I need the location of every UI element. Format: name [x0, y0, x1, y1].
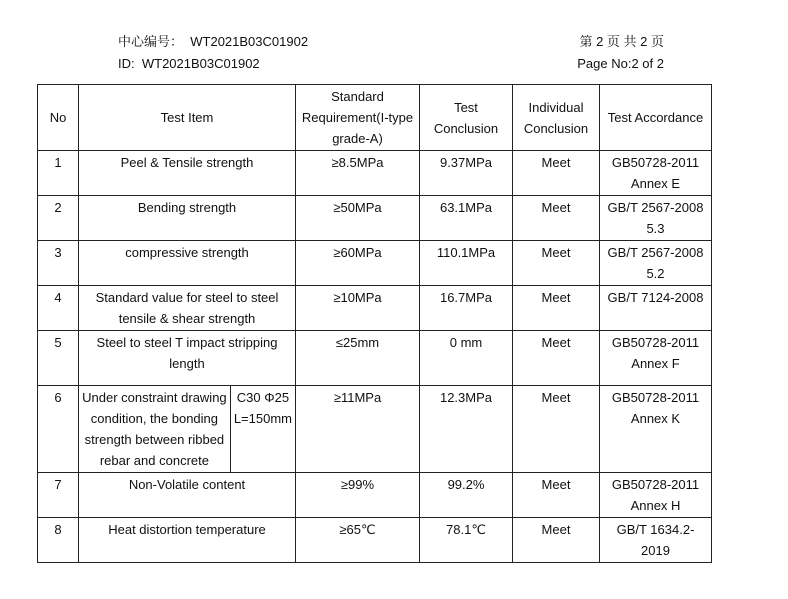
center-number-line	[118, 34, 308, 50]
page-number-en: Page No:2 of 2	[577, 56, 664, 71]
cell-test-item-split	[79, 386, 296, 473]
cell-test-item: compressive strength	[79, 241, 296, 286]
cell-test-conclusion: 16.7MPa	[420, 286, 513, 331]
cell-test-conclusion: 78.1℃	[420, 518, 513, 563]
header-standard-requirement: Standard Requirement(I-type grade-A)	[296, 85, 420, 151]
cell-test-conclusion: 110.1MPa	[420, 241, 513, 286]
id-line	[118, 56, 260, 72]
center-number-label: 中心编号：	[118, 34, 184, 49]
cell-test-conclusion: 12.3MPa	[420, 386, 513, 473]
table-header-row	[38, 85, 712, 151]
cell-individual-conclusion: Meet	[513, 286, 600, 331]
cell-requirement: ≥60MPa	[296, 241, 420, 286]
id-value: WT2021B03C01902	[141, 56, 260, 71]
table-row	[38, 473, 712, 518]
cell-test-item: Non-Volatile content	[79, 473, 296, 518]
cell-test-conclusion: 9.37MPa	[420, 151, 513, 196]
cell-test-conclusion: 99.2%	[420, 473, 513, 518]
cell-no: 1	[38, 151, 79, 196]
header-test-item: Test Item	[79, 85, 296, 151]
cell-test-item: Heat distortion temperature	[79, 518, 296, 563]
page-number-cn: 第 2 页 共 2 页	[579, 34, 664, 49]
test-results-table	[37, 84, 712, 563]
cell-accordance: GB/T 7124-2008	[600, 286, 712, 331]
cell-test-item: Peel & Tensile strength	[79, 151, 296, 196]
cell-requirement: ≤25mm	[296, 331, 420, 386]
cell-accordance: GB/T 1634.2-2019	[600, 518, 712, 563]
cell-no: 2	[38, 196, 79, 241]
cell-requirement: ≥50MPa	[296, 196, 420, 241]
cell-individual-conclusion: Meet	[513, 151, 600, 196]
cell-no: 3	[38, 241, 79, 286]
cell-individual-conclusion: Meet	[513, 386, 600, 473]
table-row	[38, 151, 712, 196]
cell-individual-conclusion: Meet	[513, 473, 600, 518]
table-row	[38, 331, 712, 386]
table-row	[38, 518, 712, 563]
cell-individual-conclusion: Meet	[513, 196, 600, 241]
cell-accordance: GB50728-2011 Annex K	[600, 386, 712, 473]
cell-accordance: GB50728-2011 Annex E	[600, 151, 712, 196]
cell-no: 4	[38, 286, 79, 331]
id-label: ID:	[118, 56, 135, 71]
cell-accordance: GB/T 2567-2008 5.2	[600, 241, 712, 286]
cell-requirement: ≥99%	[296, 473, 420, 518]
cell-test-conclusion: 0 mm	[420, 331, 513, 386]
cell-test-item: Standard value for steel to steel tensile & shear strength	[79, 286, 296, 331]
table-row	[38, 286, 712, 331]
cell-requirement: ≥11MPa	[296, 386, 420, 473]
cell-no: 8	[38, 518, 79, 563]
center-number-value: WT2021B03C01902	[190, 34, 309, 49]
cell-no: 5	[38, 331, 79, 386]
cell-test-item: Under constraint drawing condition, the bonding strength between ribbed rebar and concrete	[79, 386, 230, 472]
cell-individual-conclusion: Meet	[513, 518, 600, 563]
cell-test-item: Steel to steel T impact stripping length	[79, 331, 296, 386]
cell-requirement: ≥65℃	[296, 518, 420, 563]
table-row	[38, 241, 712, 286]
cell-no: 7	[38, 473, 79, 518]
cell-requirement: ≥8.5MPa	[296, 151, 420, 196]
cell-test-conclusion: 63.1MPa	[420, 196, 513, 241]
cell-accordance: GB50728-2011 Annex H	[600, 473, 712, 518]
table-row	[38, 386, 712, 473]
cell-requirement: ≥10MPa	[296, 286, 420, 331]
cell-accordance: GB50728-2011 Annex F	[600, 331, 712, 386]
cell-no: 6	[38, 386, 79, 473]
cell-individual-conclusion: Meet	[513, 331, 600, 386]
header-test-accordance: Test Accordance	[600, 85, 712, 151]
header-test-conclusion: Test Conclusion	[420, 85, 513, 151]
table-row	[38, 196, 712, 241]
header-individual-conclusion: Individual Conclusion	[513, 85, 600, 151]
cell-test-condition: C30 Φ25 L=150mm	[233, 390, 292, 426]
cell-test-item: Bending strength	[79, 196, 296, 241]
cell-accordance: GB/T 2567-2008 5.3	[600, 196, 712, 241]
header-no: No	[38, 85, 79, 151]
cell-individual-conclusion: Meet	[513, 241, 600, 286]
